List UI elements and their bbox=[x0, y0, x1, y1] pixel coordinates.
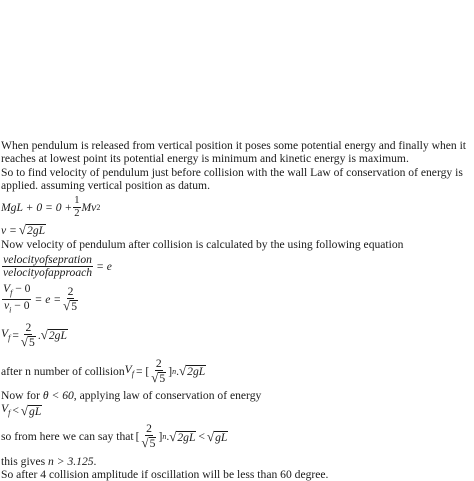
eq8-radicand: 2gL bbox=[177, 430, 196, 444]
restitution-definition bbox=[0, 251, 474, 281]
after-n-collisions bbox=[0, 353, 474, 389]
eq4-num2: 2 bbox=[67, 284, 74, 298]
eq7-sub: f bbox=[8, 408, 11, 418]
eq4-num-tail: − 0 bbox=[12, 281, 31, 295]
eq8-den-sqrt bbox=[141, 436, 158, 450]
eq2-radicand: 2gL bbox=[27, 224, 46, 238]
eq5-sub: f bbox=[8, 332, 11, 342]
eq4-num-sub: f bbox=[10, 287, 13, 297]
this-gives-line bbox=[0, 455, 474, 468]
sqrt-icon: √ bbox=[179, 363, 187, 379]
this-gives-tail: . bbox=[93, 454, 97, 468]
sqrt-icon: √ bbox=[151, 369, 159, 385]
eq8-radicand2: gL bbox=[215, 430, 228, 444]
now-velocity-line: Now velocity of pendulum after collision is calculated by the using following equation bbox=[1, 238, 404, 252]
eq1-rhs: Mv bbox=[81, 200, 97, 214]
collision-inequality bbox=[0, 419, 474, 455]
conclusion-line: So after 4 collision amplitude if oscillation will be less than 60 degree. bbox=[1, 468, 329, 481]
eq4-den2: 5 bbox=[71, 299, 77, 313]
eq5-sqrt bbox=[41, 328, 68, 342]
eq8-dot: . bbox=[166, 430, 170, 444]
eq1-fraction bbox=[73, 195, 80, 220]
eq6-dot: . bbox=[176, 364, 179, 378]
sqrt-icon: √ bbox=[206, 428, 215, 444]
sqrt-icon: √ bbox=[20, 333, 29, 349]
sqrt-icon: √ bbox=[40, 327, 48, 343]
sqrt-icon: √ bbox=[141, 435, 149, 451]
eq7-rel: < bbox=[12, 404, 19, 418]
eq4-den-v: v bbox=[3, 298, 10, 312]
eq4-fraction bbox=[2, 283, 31, 317]
eq4-den bbox=[3, 300, 31, 316]
n-condition: n > 3.125 bbox=[48, 454, 94, 468]
eq5-num: 2 bbox=[25, 320, 32, 334]
final-velocity-one bbox=[0, 317, 474, 353]
eq8-rel: < bbox=[198, 430, 205, 444]
eq4-num-v: V bbox=[3, 281, 11, 295]
eq5-den-sqrt bbox=[20, 335, 37, 349]
eq6-den-sqrt bbox=[150, 371, 167, 385]
sqrt-icon: √ bbox=[169, 428, 177, 444]
eq6-eq: = [ bbox=[135, 364, 150, 378]
eq6-v: V bbox=[124, 362, 132, 376]
eq7-v: V bbox=[1, 401, 9, 415]
eq5-eq: = bbox=[12, 328, 19, 342]
eq7-lhs bbox=[1, 402, 10, 420]
eq4-fraction2 bbox=[62, 286, 79, 313]
eq8-sup: n bbox=[162, 432, 167, 442]
energy-equation bbox=[0, 192, 474, 222]
so-from-text: so from here we can say that bbox=[1, 430, 134, 444]
restitution-value bbox=[0, 281, 474, 317]
eq5-lhs bbox=[1, 327, 10, 345]
eq6-lhs bbox=[125, 363, 134, 381]
eq1-num: 1 bbox=[74, 194, 80, 206]
eq6-sqrt bbox=[179, 364, 206, 378]
this-gives-text: this gives bbox=[1, 454, 46, 468]
find-paragraph: So to find velocity of pendulum just before collision with the wall Law of conservation of energy is applied. assuming vertical position as datum. bbox=[1, 165, 463, 192]
theta-condition: θ < 60 bbox=[42, 389, 74, 403]
eq8-open: [ bbox=[135, 430, 140, 444]
eq8-sqrt2 bbox=[205, 430, 228, 444]
eq7-sqrt bbox=[19, 404, 42, 418]
velocity-equation bbox=[0, 222, 474, 238]
eq1-den: 2 bbox=[74, 207, 80, 219]
after-n-text: after n number of collision bbox=[1, 364, 125, 378]
eq4-den-sub: i bbox=[9, 305, 12, 315]
now-for-tail: , applying law of conservation of energy bbox=[73, 389, 262, 403]
eq3-fraction bbox=[2, 254, 93, 279]
intro-paragraph: When pendulum is released from vertical position it poses some potential energy and finally when it reaches at lowest point its potential energy is minimum and kinetic energy is maximum. bbox=[1, 139, 467, 166]
eq6-sup: n bbox=[172, 366, 177, 376]
sqrt-icon: √ bbox=[63, 297, 71, 313]
eq4-mid: = e = bbox=[34, 292, 62, 306]
eq1-lhs: MgL + 0 = 0 + bbox=[1, 200, 73, 214]
eq6-den: 5 bbox=[159, 371, 166, 385]
eq7-radicand: gL bbox=[29, 404, 42, 418]
eq8-den: 5 bbox=[149, 437, 156, 451]
eq6-tail: ] bbox=[168, 364, 173, 378]
eq6-radicand: 2gL bbox=[187, 365, 206, 379]
eq2-lhs: v = bbox=[1, 223, 17, 237]
eq8-fraction bbox=[141, 423, 158, 450]
now-for-line bbox=[0, 389, 474, 402]
now-for-text: Now for bbox=[1, 389, 40, 403]
eq8-sqrt bbox=[169, 430, 196, 444]
eq8-close: ] bbox=[158, 430, 163, 444]
eq8-num: 2 bbox=[146, 422, 152, 436]
eq3-num: velocityofsepration bbox=[3, 252, 92, 266]
eq5-den: 5 bbox=[29, 335, 35, 349]
eq5-dot: . bbox=[37, 328, 41, 342]
eq2-sqrt bbox=[17, 223, 46, 237]
eq4-den2-sqrt bbox=[62, 299, 79, 313]
eq6-sub: f bbox=[131, 368, 134, 378]
eq4-num bbox=[2, 283, 31, 300]
eq5-v: V bbox=[1, 326, 9, 340]
sqrt-icon: √ bbox=[18, 222, 27, 238]
velocity-inequality bbox=[0, 403, 474, 419]
eq6-num: 2 bbox=[155, 356, 162, 370]
eq6-fraction bbox=[150, 358, 167, 385]
eq3-rhs: = e bbox=[96, 259, 112, 273]
solution-text bbox=[0, 139, 474, 481]
eq3-den: velocityofapproach bbox=[3, 265, 93, 279]
eq5-fraction bbox=[20, 322, 37, 349]
sqrt-icon: √ bbox=[20, 402, 29, 418]
eq4-den-tail: − 0 bbox=[11, 298, 30, 312]
eq5-radicand: 2gL bbox=[48, 329, 67, 343]
eq1-exp: 2 bbox=[96, 202, 101, 212]
